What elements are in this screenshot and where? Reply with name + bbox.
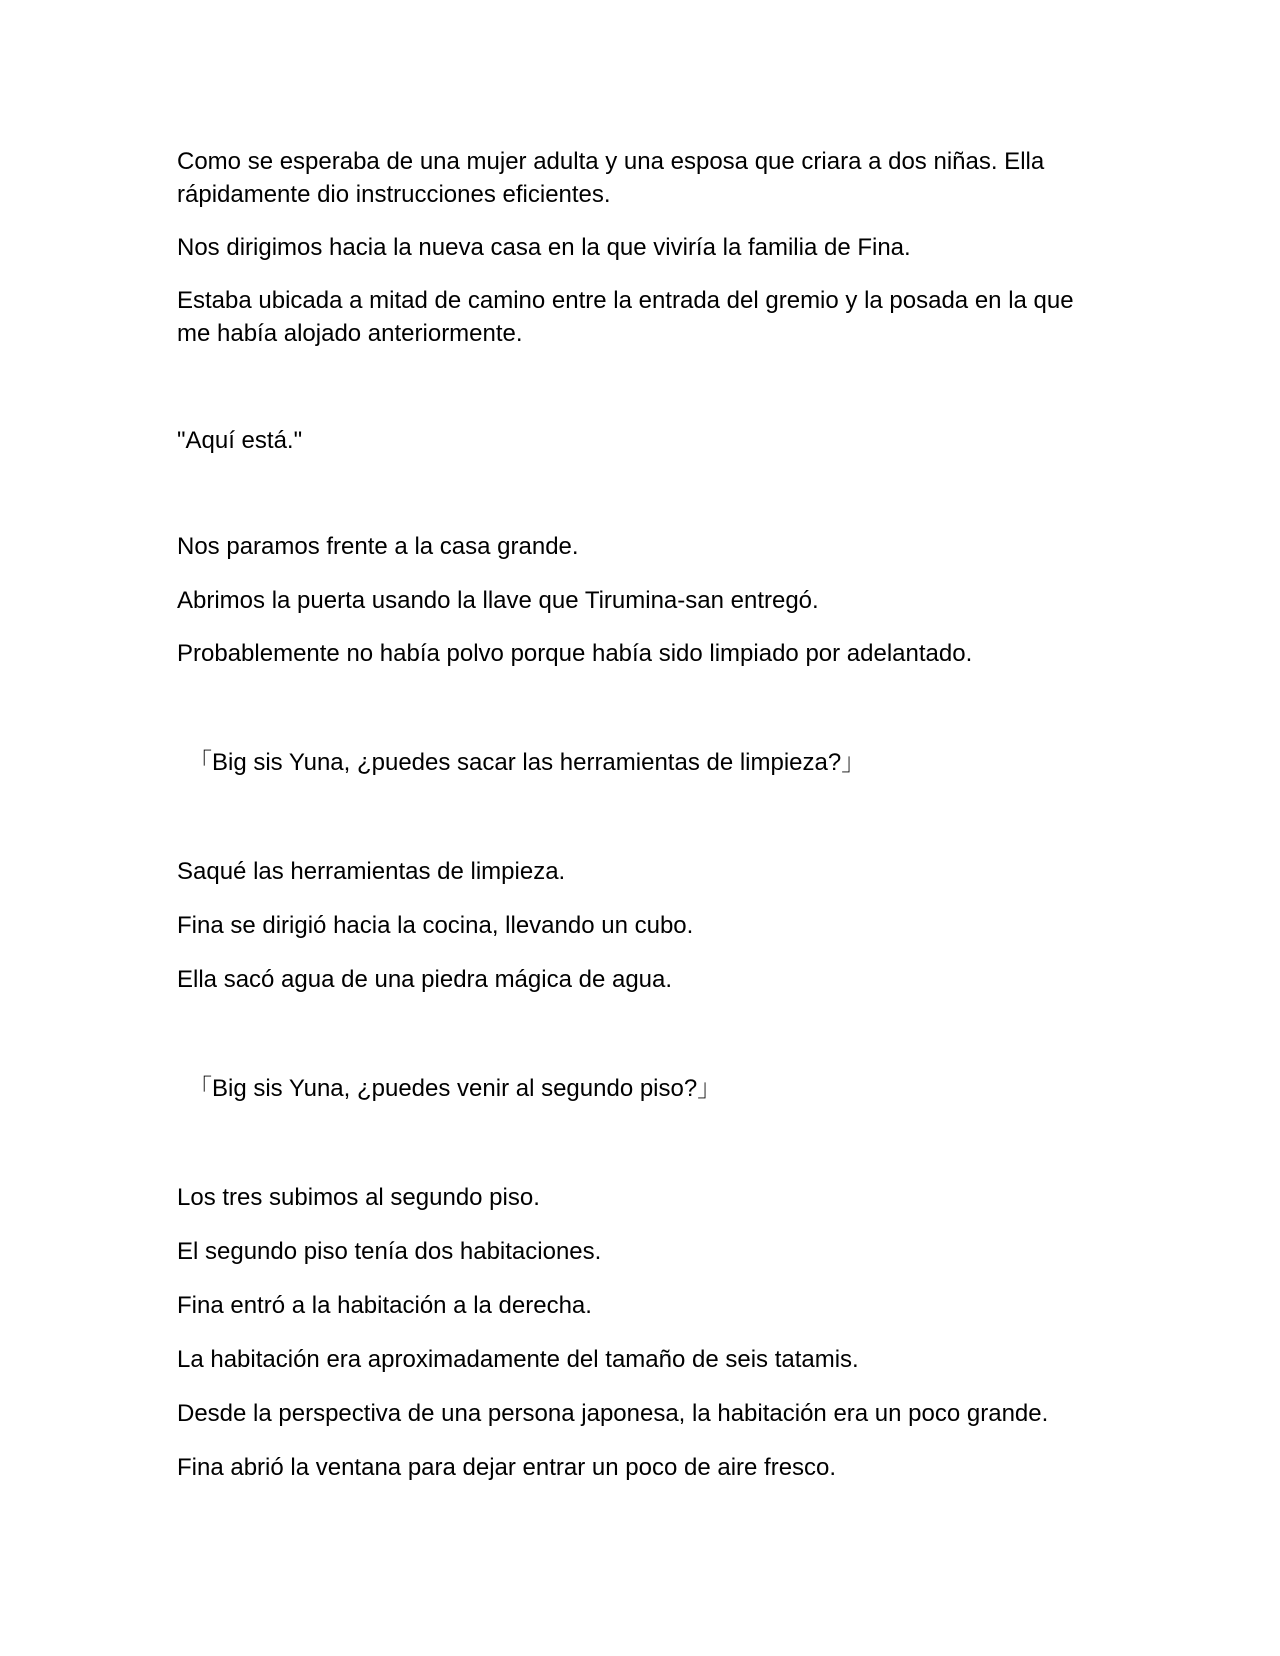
paragraph-7: Probablemente no había polvo porque había sido limpiado por adelantado. (177, 640, 973, 667)
paragraph-3: Estaba ubicada a mitad de camino entre la entrada del gremio y la posada en la que me había alojado anteriormente. (177, 287, 1074, 347)
paragraph-15: Desde la perspectiva de una persona japonesa, la habitación era un poco grande. (177, 1400, 1049, 1427)
paragraph-2: Nos dirigimos hacia la nueva casa en la que viviría la familia de Fina. (177, 234, 911, 261)
paragraph-10: Ella sacó agua de una piedra mágica de agua. (177, 966, 673, 993)
dialogue-2: 「Big sis Yuna, ¿puedes venir al segundo piso?」 (188, 1075, 722, 1102)
dialogue-1: 「Big sis Yuna, ¿puedes sacar las herramientas de limpieza?」 (188, 749, 866, 776)
paragraph-13: Fina entró a la habitación a la derecha. (177, 1292, 592, 1319)
paragraph-8: Saqué las herramientas de limpieza. (177, 858, 566, 885)
paragraph-12: El segundo piso tenía dos habitaciones. (177, 1238, 602, 1265)
paragraph-14: La habitación era aproximadamente del tamaño de seis tatamis. (177, 1346, 859, 1373)
paragraph-1: Como se esperaba de una mujer adulta y una esposa que criara a dos niñas. Ella rápidamente dio instrucciones eficientes. (177, 148, 1045, 208)
paragraph-5: Nos paramos frente a la casa grande. (177, 533, 579, 560)
paragraph-11: Los tres subimos al segundo piso. (177, 1184, 540, 1211)
paragraph-6: Abrimos la puerta usando la llave que Tirumina-san entregó. (177, 587, 819, 614)
paragraph-4: "Aquí está." (177, 427, 303, 454)
paragraph-9: Fina se dirigió hacia la cocina, llevando un cubo. (177, 912, 694, 939)
paragraph-16: Fina abrió la ventana para dejar entrar un poco de aire fresco. (177, 1454, 837, 1481)
